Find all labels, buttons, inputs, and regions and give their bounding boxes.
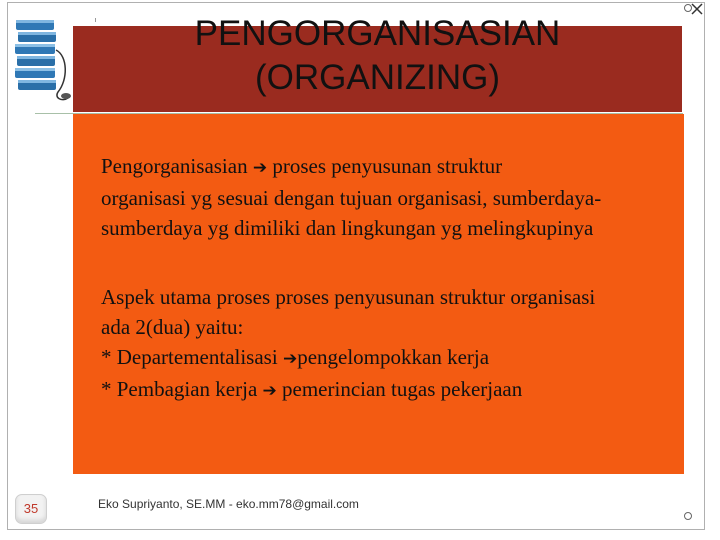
title-line-1: PENGORGANISASIAN	[194, 14, 561, 53]
arrow-icon: ➔	[262, 381, 277, 401]
bullet-item	[101, 374, 681, 406]
corner-handle-icon	[683, 511, 693, 521]
paragraph-line: sumberdaya yg dimiliki dan lingkungan yg melingkupinya	[101, 216, 594, 240]
bullet-text: pengelompokkan kerja	[297, 345, 490, 369]
slide-number: 35	[15, 494, 47, 524]
footer-text: Eko Supriyanto, SE.MM - eko.mm78@gmail.com	[98, 497, 359, 511]
arrow-icon: ➔	[252, 158, 268, 178]
page-title	[73, 12, 682, 100]
arrow-icon: ➔	[282, 349, 298, 369]
paragraph-definition	[101, 151, 681, 243]
bullet-lead: * Pembagian kerja	[101, 377, 263, 401]
paragraph-line: ada 2(dua) yaitu:	[101, 315, 244, 339]
title-line-2: (ORGANIZING)	[255, 58, 500, 97]
books-stack-icon	[10, 10, 72, 105]
term-label: Pengorganisasian	[101, 154, 248, 178]
paragraph-aspects	[101, 282, 681, 406]
paragraph-line	[101, 151, 681, 183]
bullet-text: pemerincian tugas pekerjaan	[276, 377, 523, 401]
paragraph-line: Aspek utama proses proses penyusunan struktur organisasi	[101, 285, 596, 309]
corner-handle-icon	[683, 3, 693, 13]
definition-text: proses penyusunan struktur	[267, 154, 503, 178]
bullet-item	[101, 342, 681, 374]
bullet-lead: * Departementalisasi	[101, 345, 283, 369]
paragraph-line: organisasi yg sesuai dengan tujuan organisasi, sumberdaya-	[101, 186, 602, 210]
